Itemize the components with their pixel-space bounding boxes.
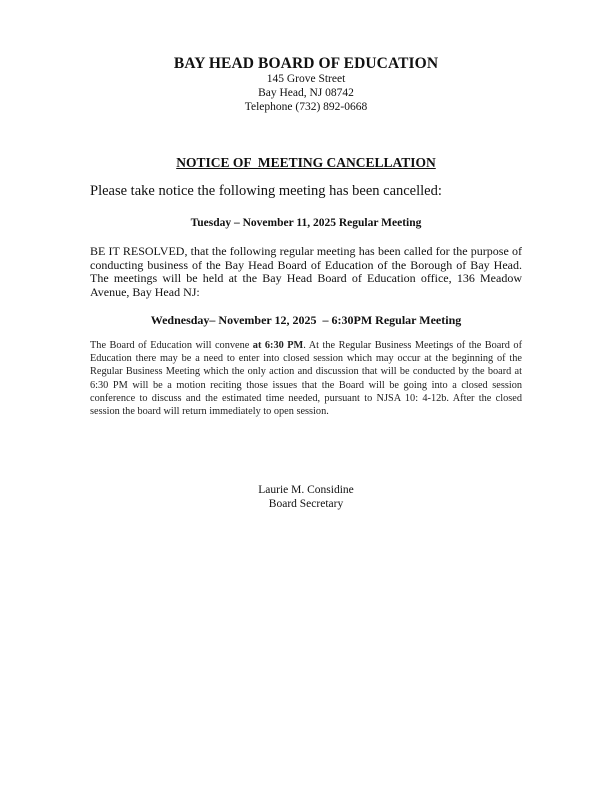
cancelled-meeting: Tuesday – November 11, 2025 Regular Meeting xyxy=(190,217,422,229)
resolution-text: BE IT RESOLVED, that the following regular meeting has been called for the purpose of conducting business of the Bay Head Board of Education of the Borough of Bay Head. The meetings will be held at the Bay Head Board of Education office, 136 Meadow Avenue, Bay Head NJ: xyxy=(90,244,522,299)
meeting-details xyxy=(90,339,522,418)
street-address: 145 Grove Street xyxy=(266,73,346,85)
notice-intro: Please take notice the following meeting has been cancelled: xyxy=(90,183,442,199)
new-meeting: Wednesday– November 12, 2025 – 6:30PM Regular Meeting xyxy=(150,313,462,327)
signature-title: Board Secretary xyxy=(268,498,344,510)
signature-name: Laurie M. Considine xyxy=(258,484,354,496)
organization-title: BAY HEAD BOARD OF EDUCATION xyxy=(173,55,439,72)
city-state-zip: Bay Head, NJ 08742 xyxy=(258,87,354,99)
details-body: . At the Regular Business Meetings of the Board of Education there may be a need to enter into closed session which may occur at the beginning of the Regular Business Meeting which the only action and discussion that will be conducted by the board at 6:30 PM will be a motion reciting those issues that the Board will be going into a closed session conference to discuss and the estimated time needed, pursuant to NJSA 10: 4-12b. After the closed session the board will return immediately to open session. xyxy=(90,340,523,418)
details-time: at 6:30 PM xyxy=(252,340,304,351)
telephone: Telephone (732) 892-0668 xyxy=(244,101,368,113)
notice-title: NOTICE OF MEETING CANCELLATION xyxy=(176,155,436,170)
details-lead: The Board of Education will convene xyxy=(90,340,253,351)
